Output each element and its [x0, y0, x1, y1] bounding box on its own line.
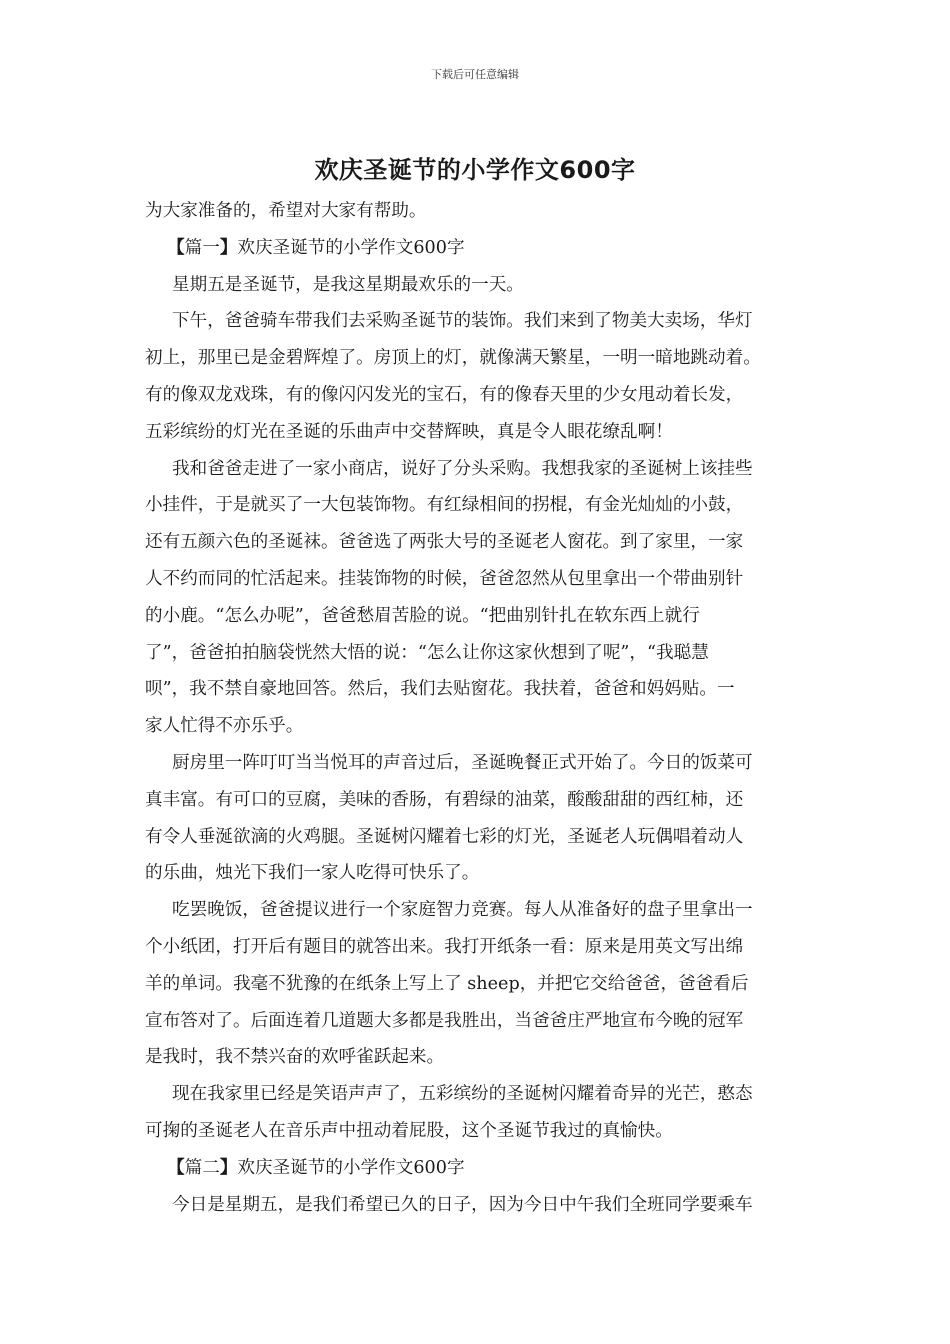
section-heading-open: 【	[167, 1156, 185, 1178]
paragraph-first-line: 我和爸爸走进了一家小商店，说好了分头采购。我想我家的圣诞树上该挂些	[172, 458, 753, 479]
paragraph-line: 呗”，我不禁自豪地回答。然后，我们去贴窗花。我扶着，爸爸和妈妈贴。一	[145, 679, 735, 700]
paragraph-line: 的小鹿。“怎么办呢”，爸爸愁眉苦脸的说。“把曲别针扎在软东西上就行	[145, 605, 700, 626]
paragraph-line: 可掬的圣诞老人在音乐声中扭动着屁股，这个圣诞节我过的真愉快。	[145, 1120, 673, 1141]
section-heading-close: 】	[219, 1156, 238, 1178]
paragraph-line: 有的像双龙戏珠，有的像闪闪发光的宝石，有的像春天里的少女甩动着长发，	[145, 384, 744, 405]
section-heading-mid: 篇一	[184, 237, 220, 258]
header-note: 下载后可任意编辑	[431, 68, 519, 81]
paragraph-line: 的乐曲，烛光下我们一家人吃得可快乐了。	[145, 863, 480, 884]
paragraph-line: 了”，爸爸拍拍脑袋恍然大悟的说：“怎么让你这家伙想到了呢”，“我聪慧	[145, 642, 709, 663]
paragraph-line: 还有五颜六色的圣诞袜。爸爸选了两张大号的圣诞老人窗花。到了家里，一家	[145, 532, 744, 553]
paragraph-line: 初上，那里已是金碧辉煌了。房顶上的灯，就像满天繁星，一明一暗地跳动着。	[145, 348, 761, 369]
paragraph-first-line: 厨房里一阵叮叮当当悦耳的声音过后，圣诞晚餐正式开始了。今日的饭菜可	[172, 752, 753, 773]
paragraph-line: 宣布答对了。后面连着几道题大多都是我胜出，当爸爸庄严地宣布今晚的冠军	[145, 1010, 744, 1031]
section-heading-rest: 欢庆圣诞节的小学作文600字	[237, 1157, 465, 1178]
document-body	[145, 193, 817, 1223]
paragraph-line: 家人忙得不亦乐乎。	[145, 716, 304, 737]
paragraph-first-line: 星期五是圣诞节，是我这星期最欢乐的一天。	[172, 274, 524, 295]
paragraph-line: 羊的单词。我毫不犹豫的在纸条上写上了 sheep，并把它交给爸爸，爸爸看后	[145, 973, 749, 994]
paragraph-line: 人不约而同的忙活起来。挂装饰物的时候，爸爸忽然从包里拿出一个带曲别针	[145, 568, 744, 589]
section-heading-close: 】	[219, 236, 238, 258]
paragraph-line: 是我时，我不禁兴奋的欢呼雀跃起来。	[145, 1047, 445, 1068]
document-title: 欢庆圣诞节的小学作文600字	[314, 156, 636, 184]
paragraph-line: 为大家准备的，希望对大家有帮助。	[145, 201, 427, 221]
section-heading-open: 【	[167, 236, 185, 258]
paragraph-line: 真丰富。有可口的豆腐，美味的香肠，有碧绿的油菜，酸酸甜甜的西红柿，还	[145, 789, 744, 810]
section-heading-mid: 篇二	[184, 1157, 220, 1178]
paragraph-first-line: 今日是星期五，是我们希望已久的日子，因为今日中午我们全班同学要乘车	[172, 1194, 753, 1215]
paragraph-line: 小挂件，于是就买了一大包装饰物。有红绿相间的拐棍，有金光灿灿的小鼓，	[145, 495, 744, 516]
paragraph-line: 五彩缤纷的灯光在圣诞的乐曲声中交替辉映，真是令人眼花缭乱啊！	[145, 421, 673, 442]
section-heading-rest: 欢庆圣诞节的小学作文600字	[237, 237, 465, 258]
paragraph-first-line: 现在我家里已经是笑语声声了，五彩缤纷的圣诞树闪耀着奇异的光芒，憨态	[172, 1084, 753, 1105]
section-heading	[145, 1150, 817, 1187]
paragraph-first-line: 吃罢晚饭，爸爸提议进行一个家庭智力竞赛。每人从准备好的盘子里拿出一	[172, 900, 753, 921]
paragraph-line: 有令人垂涎欲滴的火鸡腿。圣诞树闪耀着七彩的灯光，圣诞老人玩偶唱着动人	[145, 826, 744, 847]
paragraph-line: 个小纸团，打开后有题目的就答出来。我打开纸条一看：原来是用英文写出绵	[145, 936, 744, 957]
paragraph-first-line: 下午，爸爸骑车带我们去采购圣诞节的装饰。我们来到了物美大卖场，华灯	[172, 311, 753, 332]
section-heading	[145, 230, 817, 267]
